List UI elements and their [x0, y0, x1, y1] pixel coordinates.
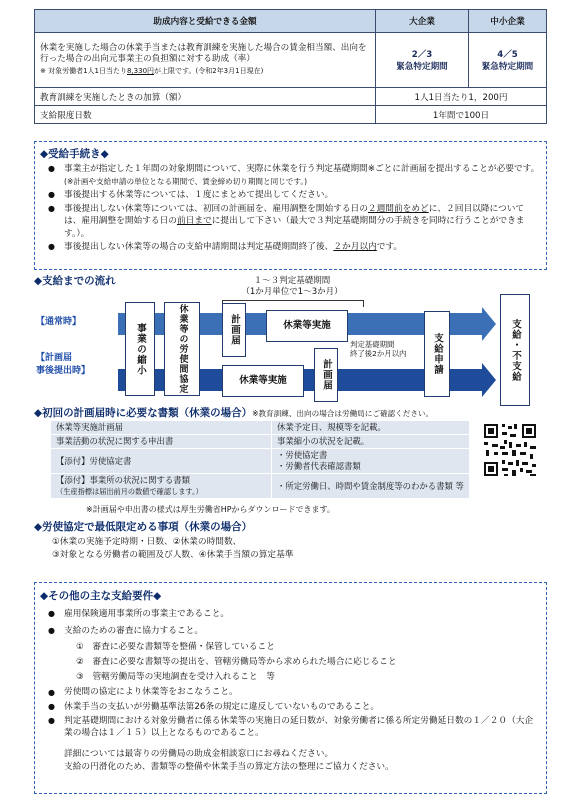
rate-text: 休業を実施した場合の休業手当または教育訓練を実施した場合の賃金相当額、出向を行った場合の出向元事業主の負担額に対する助成（率）	[40, 42, 367, 65]
flow-title: ◆支給までの流れ	[34, 275, 116, 287]
plan-label: 【計画届 事後提出時】	[36, 353, 91, 376]
other-footer-1: 詳細については最寄りの労働局の助成金相談窓口にお尋ねください。	[64, 748, 334, 759]
procedure-item-1: ● 事業主が指定した１年間の対象期間について、実際に休業を行う判定基礎期間※ごとに計画届を提出することが必要です。(※計画や支給申請の単位となる期間で、賃金締め切り期間と同じです。)	[44, 163, 540, 188]
other-item-5: ● 判定基礎期間における対象労働者に係る休業等の実施日の延日数が、対象労働者に係る所定労働延日数の１／２０（大企業の場合は１／１５）以上となるものであること。	[44, 715, 540, 740]
procedure-title: ◆受給手続き◆	[40, 148, 109, 160]
docs-title: ◆初回の計画届時に必要な書類（休業の場合）※教育訓練、出向の場合は労働局にご確認ください。	[34, 407, 434, 419]
limit-value: 1年間で100日	[376, 106, 547, 124]
procedure-item-2: ● 事後提出する休業等については、１度にまとめて提出してください。	[44, 189, 540, 202]
normal-label: 【通常時】	[36, 317, 82, 327]
agreement-line-1: ①休業の実施予定時期・日数、②休業の時間数、	[52, 537, 242, 547]
other-title: ◆その他の主な支給要件◆	[40, 590, 162, 602]
other-sub-3: ③ 管轄労働局等の実地調査を受け入れること 等	[76, 672, 275, 682]
rate-note: ※ 対象労働者1人1日当たり8,330円が上限です。(令和2年3月1日現在)	[40, 66, 264, 75]
flow-plan-normal: 計画届	[222, 303, 246, 357]
other-list	[44, 606, 540, 774]
doc-status-desc: 事業縮小の状況を記載。	[272, 435, 470, 449]
other-sub-1: ① 審査に必要な書類等を整備・保管していること	[76, 642, 275, 652]
doc-agreement: 【添付】労使協定書	[51, 449, 272, 474]
other-item-4: ● 休業手当の支払いが労働基準法第26条の規定に違反していないものであること。	[44, 701, 540, 714]
flow-decision: 支給・不支給	[500, 294, 530, 406]
other-footer	[44, 748, 540, 774]
docs-note: ※計画届や申出書の様式は厚生労働省HPからダウンロードできます。	[86, 505, 335, 514]
row-rate	[35, 33, 376, 88]
doc-office: 【添付】事業所の状況に関する書類 （生産指標は届出前月の数値で確認します。）	[51, 474, 272, 499]
training-label: 教育訓練を実施したときの加算（額）	[35, 88, 376, 106]
flow-leave-normal: 休業等実施	[266, 310, 348, 342]
other-footer-2: 支給の円滑化のため、書類等の整備や休業手当の算定方法の整理にご協力ください。	[64, 761, 394, 772]
rate-small: 4／5 緊急特定期間	[469, 33, 547, 88]
agreement-title: ◆労使協定で最低限定める事項（休業の場合）	[34, 521, 253, 533]
other-item-3: ● 労使間の協定により休業等をおこなうこと。	[44, 685, 540, 700]
other-sub-2: ② 審査に必要な書類等の提出を、管轄労働局等から求められた場合に応じること	[76, 657, 397, 667]
qr-code-icon[interactable]	[482, 422, 538, 478]
subsidy-table	[34, 9, 547, 124]
procedure-item-3: ● 事後提出しない休業等については、初回の計画届を、雇用調整を開始する日の２週間前をめどに、２回目以降については、雇用調整を開始する日の前日までに提出して下さい（最大で３判定基礎期間分の手続きを同時に行うことができます。）。	[44, 203, 540, 241]
other-item-2: ● 支給のための審査に協力すること。	[44, 623, 540, 639]
col-content: 助成内容と受給できる金額	[35, 10, 376, 33]
flow-application: 支給申請	[424, 311, 450, 397]
end-label: 判定基礎期間 終了後2か月以内	[350, 340, 407, 358]
rate-large: 2／3 緊急特定期間	[376, 33, 469, 88]
col-large: 大企業	[376, 10, 469, 33]
flow-leave-plan: 休業等実施	[222, 365, 304, 397]
period-label: １～３判定基礎期間 （1か月単位で1～3か月）	[241, 276, 343, 297]
doc-agreement-desc: ・労使協定書 ・労働者代表確認書類	[272, 449, 470, 474]
flow-business-reduction: 事業の縮小	[125, 302, 155, 396]
agreement-line-2: ③対象となる労働者の範囲及び人数、④休業手当額の算定基準	[52, 550, 294, 560]
limit-label: 支給限度日数	[35, 106, 376, 124]
agreement-lines	[52, 536, 293, 562]
doc-office-desc: ・所定労働日、時間や賃金制度等のわかる書類 等	[272, 474, 470, 499]
doc-status: 事業活動の状況に関する申出書	[51, 435, 272, 449]
procedure-item-4: ● 事後提出しない休業等の場合の支給申請期間は判定基礎期間終了後、２か月以内です。	[44, 241, 540, 254]
procedure-list	[44, 163, 540, 255]
col-small: 中小企業	[469, 10, 547, 33]
training-value: 1人1日当たり1，200円	[376, 88, 547, 106]
other-subitems	[44, 640, 540, 685]
doc-plan: 休業等実施計画届	[51, 421, 272, 435]
flow-plan-after: 計画届	[314, 348, 338, 402]
flow-labor-agreement: 休業等の労使間協定	[164, 302, 200, 396]
docs-table	[50, 420, 470, 499]
doc-plan-desc: 休業予定日、規模等を記載。	[272, 421, 470, 435]
other-item-1: ● 雇用保険適用事業所の事業主であること。	[44, 606, 540, 622]
